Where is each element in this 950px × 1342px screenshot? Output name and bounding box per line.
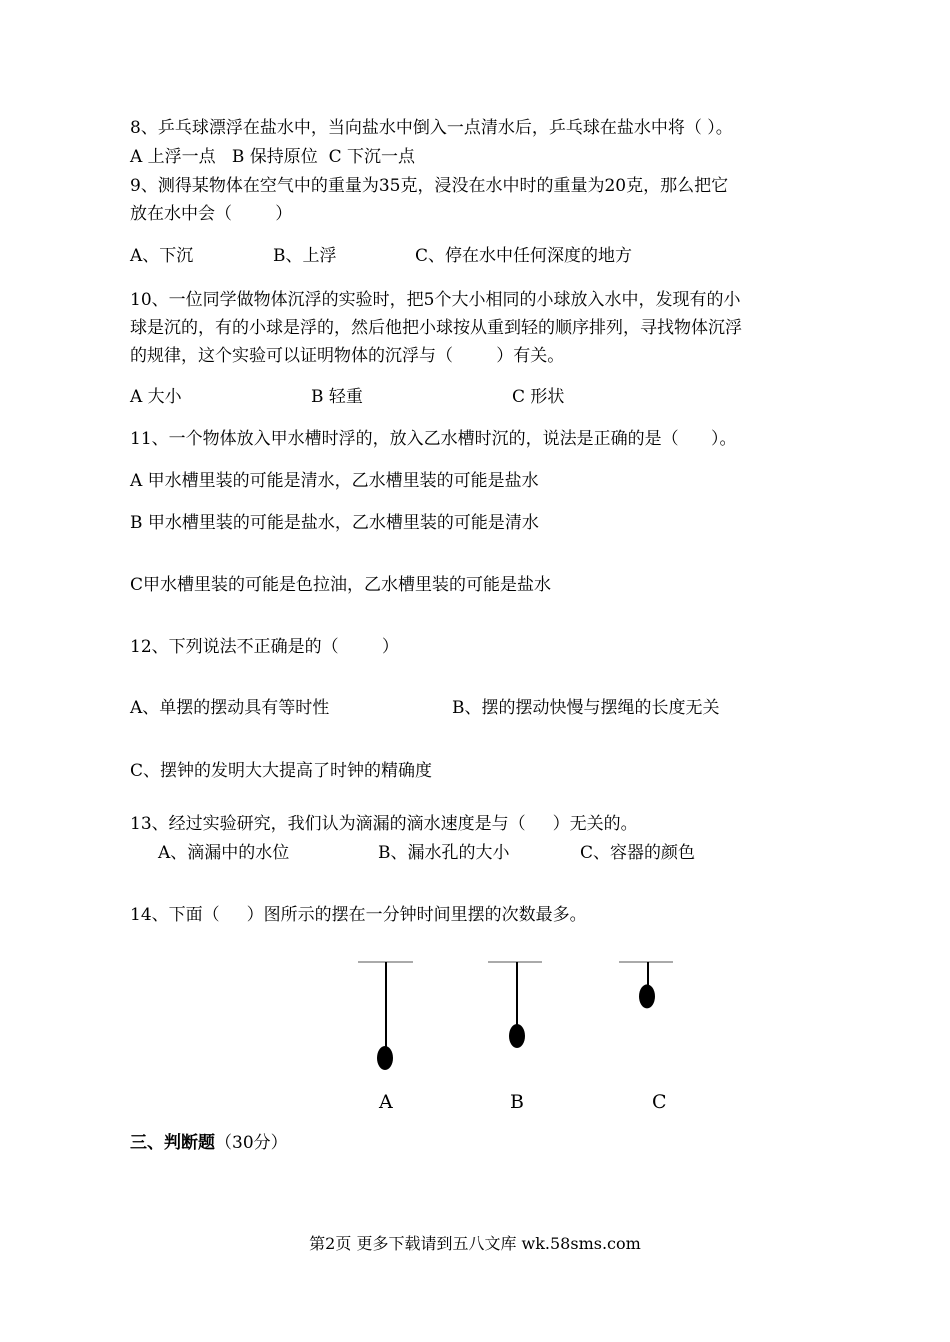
q9-option-c: C、停在水中任何深度的地方	[415, 246, 633, 266]
q11-option-a: A 甲水槽里装的可能是清水，乙水槽里装的可能是盐水	[130, 471, 539, 491]
pendulum-c-bob	[639, 984, 655, 1008]
section3-score: （30分）	[215, 1133, 288, 1153]
q14-stem: 14、下面（ ）图所示的摆在一分钟时间里摆的次数最多。	[130, 905, 587, 925]
section3-heading	[130, 1131, 288, 1155]
q9-option-b: B、上浮	[273, 246, 337, 266]
section3-title: 三、判断题	[130, 1133, 215, 1153]
q9-stem-line2: 放在水中会（ ）	[130, 204, 293, 224]
pendulum-a-label: A	[379, 1091, 393, 1113]
q10-option-b: B 轻重	[311, 387, 363, 407]
q13-option-a: A、滴漏中的水位	[158, 843, 290, 863]
q10-line2: 球是沉的，有的小球是浮的，然后他把小球按从重到轻的顺序排列，寻找物体沉浮	[130, 318, 742, 338]
pendulum-b-bob	[509, 1024, 525, 1048]
q12-option-a: A、单摆的摆动具有等时性	[130, 698, 330, 718]
q11-option-b: B 甲水槽里装的可能是盐水，乙水槽里装的可能是清水	[130, 513, 539, 533]
q10-line1: 10、一位同学做物体沉浮的实验时，把5个大小相同的小球放入水中，发现有的小	[130, 290, 741, 310]
pendulum-a-bob	[377, 1046, 393, 1070]
q12-stem: 12、下列说法不正确是的（ ）	[130, 637, 399, 657]
q9-option-a: A、下沉	[130, 246, 194, 266]
q13-option-c: C、容器的颜色	[580, 843, 696, 863]
q10-option-c: C 形状	[512, 387, 565, 407]
pendulum-b-label: B	[510, 1091, 524, 1113]
q11-stem: 11、一个物体放入甲水槽时浮的，放入乙水槽时沉的，说法是正确的是（ ）。	[130, 429, 737, 449]
q8-stem: 8、乒乓球漂浮在盐水中，当向盐水中倒入一点清水后，乒乓球在盐水中将（ ）。	[130, 118, 733, 138]
q12-option-c: C、摆钟的发明大大提高了时钟的精确度	[130, 761, 433, 781]
q9-stem-line1: 9、测得某物体在空气中的重量为35克，浸没在水中时的重量为20克，那么把它	[130, 176, 729, 196]
q11-option-c: C甲水槽里装的可能是色拉油，乙水槽里装的可能是盐水	[130, 575, 552, 595]
pendulum-b	[488, 962, 542, 1048]
pendulum-c	[619, 962, 673, 1008]
q10-option-a: A 大小	[130, 387, 182, 407]
q10-line3: 的规律，这个实验可以证明物体的沉浮与（ ）有关。	[130, 346, 565, 366]
q13-option-b: B、漏水孔的大小	[378, 843, 510, 863]
page-footer: 第2页 更多下载请到五八文库 wk.58sms.com	[309, 1234, 641, 1253]
pendulum-a	[358, 962, 413, 1070]
q8-options: A 上浮一点 B 保持原位 C 下沉一点	[130, 147, 416, 167]
q12-option-b: B、摆的摆动快慢与摆绳的长度无关	[452, 698, 720, 718]
pendulum-c-label: C	[652, 1091, 667, 1113]
q13-stem: 13、经过实验研究，我们认为滴漏的滴水速度是与（ ）无关的。	[130, 814, 638, 834]
